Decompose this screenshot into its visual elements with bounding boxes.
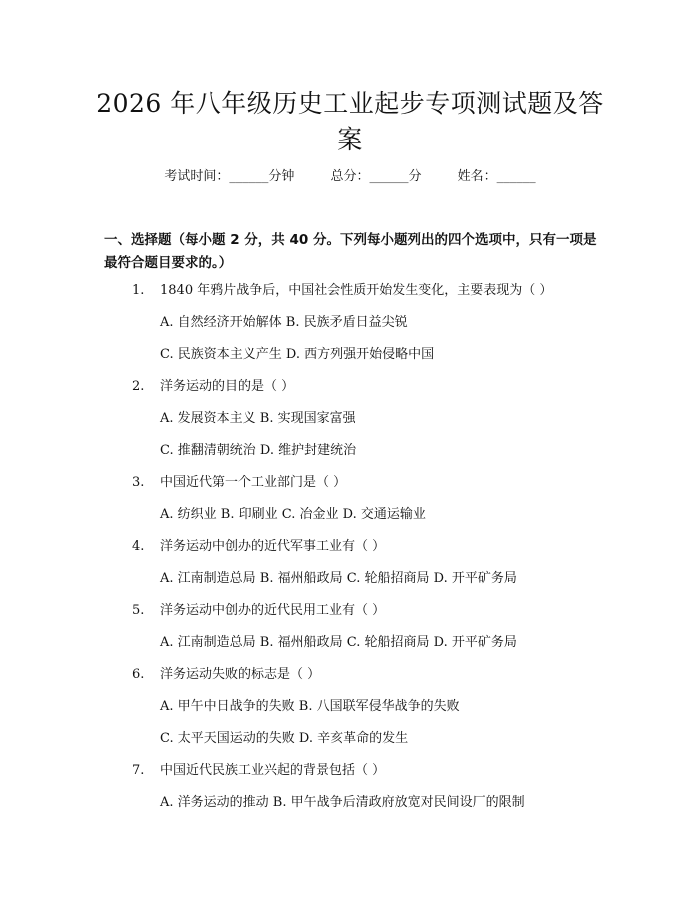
question-number: 2. xyxy=(132,379,145,394)
title-line-1: 2026 年八年级历史工业起步专项测试题及答 xyxy=(96,89,604,118)
question-number: 6. xyxy=(132,667,145,682)
question-text: 洋务运动中创办的近代民用工业有（ ） xyxy=(160,603,386,618)
question-number: 4. xyxy=(132,539,145,554)
question-6 xyxy=(132,666,320,684)
question-2-options-row-2: C. 推翻清朝统治 D. 维护封建统治 xyxy=(160,443,357,458)
question-2-options-row-1: A. 发展资本主义 B. 实现国家富强 xyxy=(160,411,356,426)
exam-info xyxy=(0,168,700,186)
question-7 xyxy=(132,762,385,780)
question-1-options-row-1: A. 自然经济开始解体 B. 民族矛盾日益尖锐 xyxy=(160,315,408,330)
question-text: 洋务运动的目的是（ ） xyxy=(160,379,295,394)
question-7-options-row-1: A. 洋务运动的推动 B. 甲午战争后清政府放宽对民间设厂的限制 xyxy=(160,795,525,810)
question-3-options-row-1: A. 纺织业 B. 印刷业 C. 冶金业 D. 交通运输业 xyxy=(160,507,426,522)
question-text: 中国近代民族工业兴起的背景包括（ ） xyxy=(160,763,386,778)
question-4 xyxy=(132,538,385,556)
question-6-options-row-1: A. 甲午中日战争的失败 B. 八国联军侵华战争的失败 xyxy=(160,699,460,714)
document-title xyxy=(80,86,620,158)
question-number: 1. xyxy=(132,283,145,298)
question-2 xyxy=(132,378,294,396)
question-text: 洋务运动失败的标志是（ ） xyxy=(160,667,321,682)
student-name: 姓名：______ xyxy=(457,169,536,184)
question-3 xyxy=(132,474,346,492)
question-5-options-row-1: A. 江南制造总局 B. 福州船政局 C. 轮船招商局 D. 开平矿务局 xyxy=(160,635,517,650)
question-5 xyxy=(132,602,385,620)
question-text: 1840 年鸦片战争后，中国社会性质开始发生变化，主要表现为（ ） xyxy=(160,283,553,298)
question-number: 7. xyxy=(132,763,145,778)
total-score: 总分：______分 xyxy=(330,169,422,184)
question-4-options-row-1: A. 江南制造总局 B. 福州船政局 C. 轮船招商局 D. 开平矿务局 xyxy=(160,571,517,586)
question-text: 中国近代第一个工业部门是（ ） xyxy=(160,475,347,490)
question-1 xyxy=(132,282,552,300)
title-line-2: 案 xyxy=(337,125,363,154)
section-heading: 一、选择题（每小题 2 分，共 40 分。下列每小题列出的四个选项中，只有一项是最符合题目要求的。） xyxy=(104,232,597,271)
question-number: 5. xyxy=(132,603,145,618)
question-1-options-row-2: C. 民族资本主义产生 D. 西方列强开始侵略中国 xyxy=(160,347,435,362)
question-number: 3. xyxy=(132,475,145,490)
question-6-options-row-2: C. 太平天国运动的失败 D. 辛亥革命的发生 xyxy=(160,731,409,746)
exam-time: 考试时间：______分钟 xyxy=(164,169,295,184)
question-text: 洋务运动中创办的近代军事工业有（ ） xyxy=(160,539,386,554)
